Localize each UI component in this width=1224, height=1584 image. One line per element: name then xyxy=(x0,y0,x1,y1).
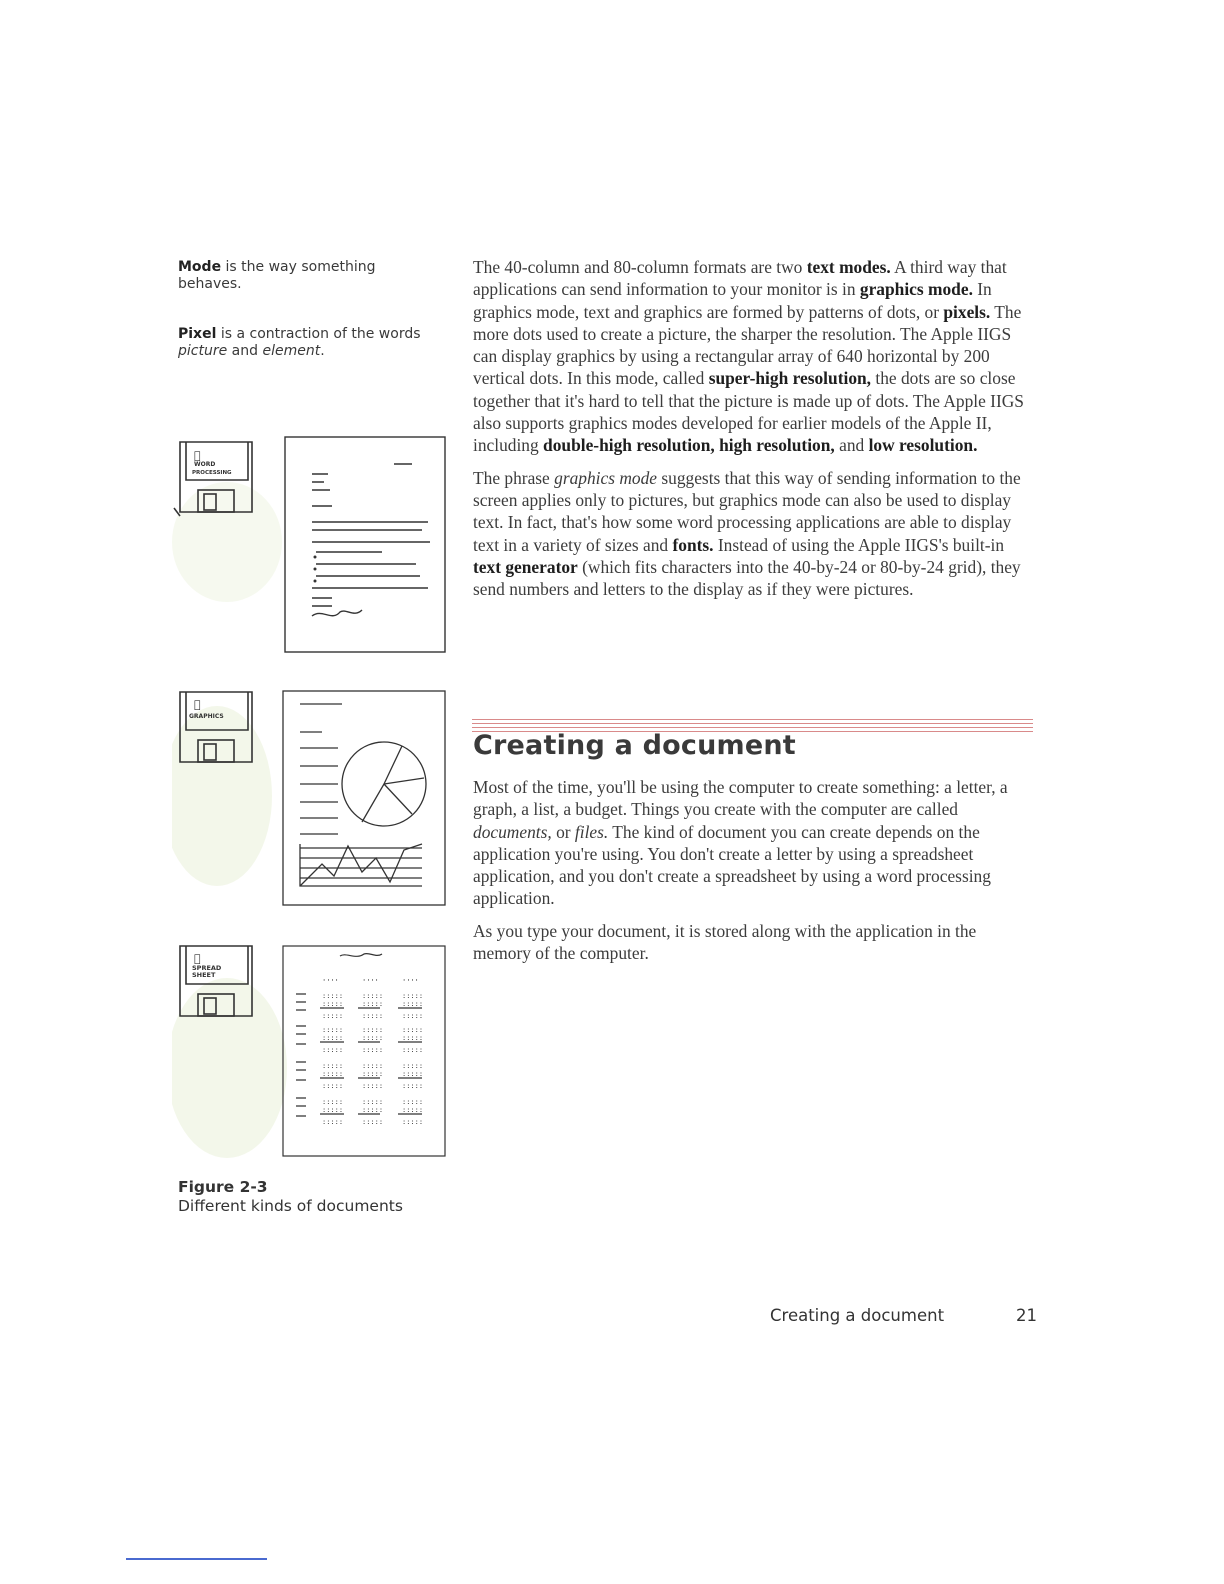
svg-text::::::: ::::: xyxy=(362,1026,384,1034)
svg-text::::::: ::::: xyxy=(322,1106,344,1114)
svg-text::::::: ::::: xyxy=(402,1070,424,1078)
svg-text::::::: ::::: xyxy=(322,1082,344,1090)
disk3-label-2: SHEET xyxy=(192,971,216,979)
svg-text::::::: ::::: xyxy=(322,1012,344,1020)
section-rule xyxy=(472,719,1033,720)
section-heading: Creating a document xyxy=(473,730,796,761)
body-text-section xyxy=(473,776,1035,974)
figure-spreadsheet xyxy=(172,938,452,1168)
svg-text:'''': '''' xyxy=(322,978,339,986)
term-mode: Mode xyxy=(178,259,222,275)
word-picture: picture xyxy=(178,343,228,359)
page-number: 21 xyxy=(1016,1306,1037,1325)
svg-text::::::: ::::: xyxy=(322,1062,344,1070)
svg-text::::::: ::::: xyxy=(322,1118,344,1126)
svg-text::::::: ::::: xyxy=(322,1026,344,1034)
svg-text::::::: ::::: xyxy=(402,1098,424,1106)
svg-text::::::: ::::: xyxy=(322,1070,344,1078)
document-page xyxy=(285,437,445,652)
svg-text::::::: ::::: xyxy=(322,992,344,1000)
section-rule xyxy=(472,727,1033,728)
section-rule xyxy=(472,723,1033,724)
svg-text::::::: ::::: xyxy=(362,992,384,1000)
margin-note-pixel: Pixel is a contraction of the words picture and element. xyxy=(178,326,421,359)
svg-text:'''': '''' xyxy=(362,978,379,986)
svg-text::::::: ::::: xyxy=(362,1046,384,1054)
svg-text::::::: ::::: xyxy=(402,1012,424,1020)
svg-text: xyxy=(194,698,201,711)
pixel-definition: is a contraction of the words xyxy=(216,326,421,342)
word-processing-illustration xyxy=(172,432,452,657)
svg-text::::::: ::::: xyxy=(402,1026,424,1034)
svg-text::::::: ::::: xyxy=(362,1098,384,1106)
disk2-label-1: GRAPHICS xyxy=(189,713,224,720)
word-element: element xyxy=(262,343,321,359)
svg-text::::::: ::::: xyxy=(362,1034,384,1042)
caption-title: Figure 2-3 xyxy=(178,1178,268,1196)
paragraph-graphics-text: The phrase graphics mode suggests that this way of sending information to the screen applies only to pictures, but graphics mode can also be used to display text. In fact, that's how some word processing applications are able to display text in a variety of sizes and fonts. Instead of using the Apple IIGS's built-in text generator (which fits characters into the 40-by-24 or 80-by-24 grid), they send numbers and letters to the display as if they were pictures. xyxy=(473,467,1021,600)
disk1-label-2: PROCESSING xyxy=(192,470,232,476)
caption-text: Different kinds of documents xyxy=(178,1197,403,1215)
svg-text::::::: ::::: xyxy=(322,1034,344,1042)
svg-text::::::: ::::: xyxy=(322,1098,344,1106)
disk3-label-1: SPREAD xyxy=(192,964,222,972)
svg-text::::::: ::::: xyxy=(402,1062,424,1070)
svg-text::::::: ::::: xyxy=(362,1000,384,1008)
svg-text::::::: ::::: xyxy=(402,992,424,1000)
svg-text::::::: ::::: xyxy=(322,1000,344,1008)
spreadsheet-illustration xyxy=(172,938,452,1163)
disk1-label-1: WORD xyxy=(194,461,216,468)
mode-definition: is the way something behaves. xyxy=(178,259,376,292)
paragraph-documents: Most of the time, you'll be using the computer to create something: a letter, a graph, a list, a budget. Things you create with the computer are called documents, or files. The kind of document you can create depends on the application you're using. You don't create a letter by using a spreadsheet application, and you don't create a spreadsheet by using a word processing application. xyxy=(473,777,1008,909)
svg-text::::::: ::::: xyxy=(362,1012,384,1020)
figure-word-processing xyxy=(172,432,452,662)
svg-text::::::: ::::: xyxy=(362,1082,384,1090)
term-pixel: Pixel xyxy=(178,326,217,342)
svg-text::::::: ::::: xyxy=(322,1046,344,1054)
body-text-top xyxy=(473,256,1035,610)
figure-caption xyxy=(178,1178,403,1216)
svg-text::::::: ::::: xyxy=(402,1082,424,1090)
svg-text:'''': '''' xyxy=(402,978,419,986)
svg-text::::::: ::::: xyxy=(402,1046,424,1054)
graphics-illustration xyxy=(172,686,452,911)
svg-text::::::: ::::: xyxy=(362,1106,384,1114)
spreadsheet-scribbles xyxy=(322,978,423,1126)
figure-graphics xyxy=(172,686,452,916)
svg-text::::::: ::::: xyxy=(362,1062,384,1070)
svg-text::::::: ::::: xyxy=(402,1000,424,1008)
paragraph-graphics-mode: The 40-column and 80-column formats are two text modes. A third way that applications can send information to your monitor is in graphics mode. In graphics mode, text and graphics are formed by patterns of dots, or pixels. The more dots used to create a picture, the sharper the resolution. The Apple IIGS can display graphics by using a rectangular array of 640 horizontal by 200 vertical dots. In this mode, called super-high resolution, the dots are so close together that it's hard to tell that the picture is made up of dots. The Apple IIGS also supports graphics modes developed for earlier models of the Apple II, including double-high resolution, high resolution, and low resolution. xyxy=(473,257,1024,456)
svg-text::::::: ::::: xyxy=(402,1118,424,1126)
svg-text::::::: ::::: xyxy=(362,1118,384,1126)
footer-section-title: Creating a document xyxy=(770,1306,945,1325)
chart-page xyxy=(283,691,445,905)
svg-text::::::: ::::: xyxy=(362,1070,384,1078)
margin-note-mode xyxy=(178,259,433,293)
svg-text::::::: ::::: xyxy=(402,1034,424,1042)
svg-text::::::: ::::: xyxy=(402,1106,424,1114)
bottom-divider xyxy=(126,1558,267,1560)
paragraph-memory: As you type your document, it is stored along with the application in the memory of the computer. xyxy=(473,920,977,964)
